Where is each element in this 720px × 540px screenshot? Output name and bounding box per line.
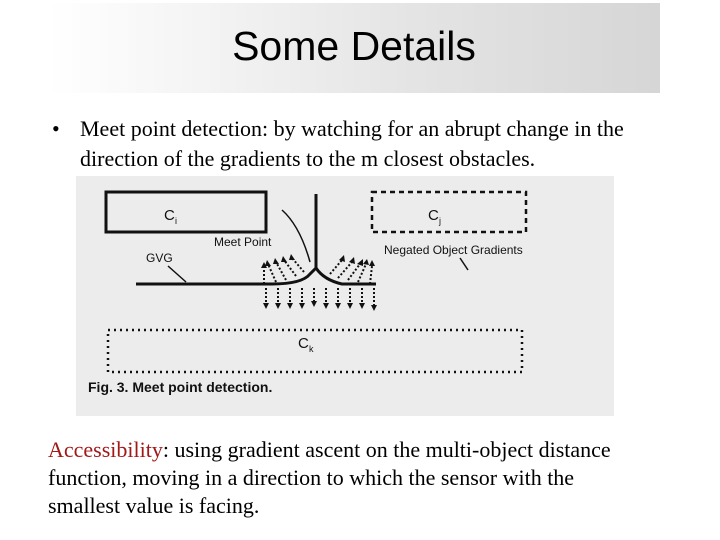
obstacle-cj-box	[372, 192, 526, 232]
gvg-leader	[168, 266, 186, 282]
gvg-label: GVG	[146, 251, 173, 265]
obstacle-ci-box	[106, 192, 266, 232]
figure-caption: Fig. 3. Meet point detection.	[88, 379, 273, 395]
gvg-line-right	[316, 268, 376, 284]
title-bar	[48, 3, 660, 93]
obstacle-ck-box	[108, 330, 522, 372]
accessibility-paragraph	[48, 436, 628, 520]
obstacle-ck-label: C	[298, 335, 309, 352]
downward-arrowheads	[263, 301, 377, 311]
bullet-marker: •	[52, 116, 60, 141]
slide-title: Some Details	[232, 23, 476, 69]
meet-point-figure	[76, 176, 614, 416]
obstacle-cj-label: C	[428, 207, 439, 224]
negated-gradients-label: Negated Object Gradients	[384, 243, 523, 257]
obstacle-ci-label: C	[164, 207, 175, 224]
figure-drawing	[76, 176, 614, 416]
meet-point-leader	[282, 210, 310, 262]
accessibility-text: : using gradient ascent on the multi-object distance function, moving in a direction to which the sensor with the smallest value is facing.	[48, 437, 611, 518]
bullet-text: Meet point detection: by watching for an abrupt change in the direction of the gradients to the m closest obstacles.	[80, 116, 624, 171]
downward-gradient-arrows	[266, 288, 374, 306]
negated-gradients-leader	[460, 258, 468, 270]
obstacle-cj-subscript: j	[439, 216, 441, 226]
meet-point-label: Meet Point	[214, 235, 272, 249]
obstacle-ci-subscript: i	[175, 216, 177, 226]
obstacle-ck-subscript: k	[309, 344, 314, 354]
accessibility-term: Accessibility	[48, 437, 163, 462]
